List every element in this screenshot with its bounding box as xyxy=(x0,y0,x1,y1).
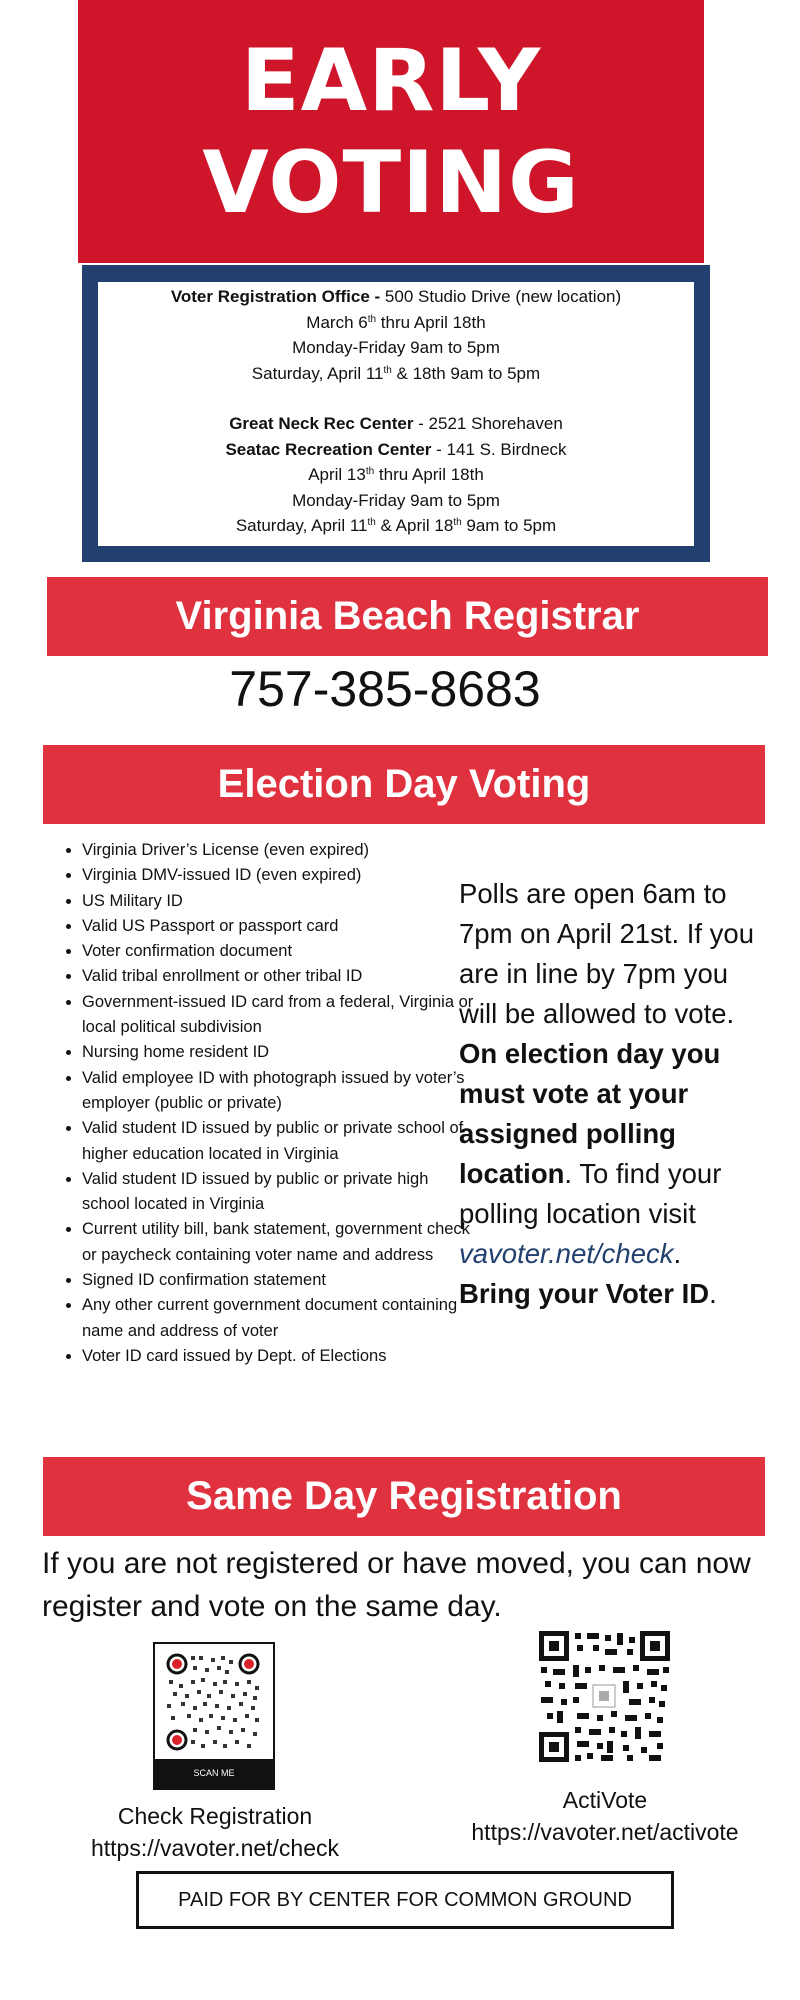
qr-activote-url[interactable]: https://vavoter.net/activote xyxy=(471,1819,739,1845)
office-saturday-a: Saturday, April 11 xyxy=(251,363,384,383)
sites-saturday-c: 9am to 5pm xyxy=(461,516,557,535)
header-line-2: VOTING xyxy=(202,132,580,233)
scan-me-label: SCAN ME xyxy=(155,1759,273,1788)
sites-saturday xyxy=(98,513,694,539)
office-weekday-hours: Monday-Friday 9am to 5pm xyxy=(292,338,500,357)
sites-weekday-hours: Monday-Friday 9am to 5pm xyxy=(292,490,500,510)
registrar-banner xyxy=(47,577,768,656)
registrar-phone[interactable]: 757-385-8683 xyxy=(229,661,541,717)
voter-id-list-item: • Voter confirmation document xyxy=(82,939,474,964)
site2-address: - 141 S. Birdneck xyxy=(431,439,567,459)
office-saturday xyxy=(98,361,694,387)
sites-dates xyxy=(98,462,694,488)
site2-line xyxy=(98,437,694,463)
sites-dates-end: thru April 18th xyxy=(374,465,484,484)
header-line-1: EARLY xyxy=(240,30,542,131)
qr-activote-caption xyxy=(450,1784,760,1848)
office-address: 500 Studio Drive (new location) xyxy=(380,287,622,306)
office-saturday-b: & 18th 9am to 5pm xyxy=(391,363,541,383)
voter-id-list xyxy=(42,838,474,1369)
voter-id-list-item: • Current utility bill, bank statement, government check or paycheck containing voter name and address xyxy=(82,1217,474,1268)
qr-check-title: Check Registration xyxy=(117,1803,313,1829)
site1-address: - 2521 Shorehaven xyxy=(413,414,563,433)
polls-info xyxy=(459,874,759,1314)
office-saturday-sup: th xyxy=(383,364,392,376)
sites-saturday-b: & April 18 xyxy=(375,516,454,535)
qr-check-url[interactable]: https://vavoter.net/check xyxy=(90,1835,340,1861)
sites-dates-start: April 13 xyxy=(308,465,366,484)
office-line xyxy=(98,284,694,310)
voter-id-list-item: • Any other current government document containing name and address of voter xyxy=(82,1293,474,1344)
qr-check-registration-icon[interactable] xyxy=(163,1650,263,1754)
office-dates xyxy=(98,310,694,336)
office-dates-sup: th xyxy=(367,313,377,325)
voter-id-list-item: • Virginia DMV-issued ID (even expired) xyxy=(82,863,474,888)
site2-name: Seatac Recreation Center xyxy=(225,439,432,459)
early-voting-schedule xyxy=(98,282,694,546)
same-day-text: If you are not registered or have moved, you can now register and vote on the same day. xyxy=(42,1547,751,1623)
footer-text: PAID FOR BY CENTER FOR COMMON GROUND xyxy=(178,1888,632,1911)
registrar-title: Virginia Beach Registrar xyxy=(175,594,640,638)
polls-bold-2: Bring your Voter ID xyxy=(459,1278,710,1309)
voter-id-list-item: • Valid student ID issued by public or private high school located in Virginia xyxy=(82,1167,474,1218)
polls-text-4: . xyxy=(709,1278,717,1309)
sites-saturday-sup-b: th xyxy=(453,517,462,528)
qr-activote-title: ActiVote xyxy=(562,1787,648,1813)
early-voting-header xyxy=(78,0,704,263)
qr-check-caption xyxy=(60,1800,370,1864)
site1-name: Great Neck Rec Center xyxy=(229,414,414,433)
sites-saturday-sup-a: th xyxy=(367,517,376,528)
voter-id-list-item: • Valid student ID issued by public or private school of higher education located in Virginia xyxy=(82,1116,474,1167)
same-day-title: Same Day Registration xyxy=(186,1474,622,1518)
paid-for-footer xyxy=(136,1871,674,1929)
voter-id-list-item: • Nursing home resident ID xyxy=(82,1040,474,1065)
same-day-banner xyxy=(43,1457,765,1536)
election-day-banner xyxy=(43,745,765,824)
qr-activote-icon[interactable] xyxy=(539,1631,670,1762)
polls-text-1: Polls are open 6am to 7pm on April 21st. If you are in line by 7pm you will be allowed to vote. xyxy=(459,878,755,1029)
voter-id-list-item: • Valid US Passport or passport card xyxy=(82,914,474,939)
voter-id-list-item: • Virginia Driver’s License (even expired) xyxy=(82,838,474,863)
office-dates-end: thru April 18th xyxy=(376,312,486,332)
polls-bold-1: On election day you must vote at your assigned polling location xyxy=(459,1038,721,1189)
voter-id-list-item: • Government-issued ID card from a federal, Virginia or local political subdivision xyxy=(82,990,474,1041)
polls-check-link[interactable]: vavoter.net/check xyxy=(459,1238,674,1269)
voter-id-list-item: • US Military ID xyxy=(82,889,474,914)
voter-id-list-item: • Valid tribal enrollment or other tribal ID xyxy=(82,964,474,989)
sites-dates-sup: th xyxy=(365,466,375,477)
voter-id-list-item: • Voter ID card issued by Dept. of Elections xyxy=(82,1344,474,1369)
office-name: Voter Registration Office - xyxy=(170,287,381,306)
site1-line xyxy=(98,411,694,437)
sites-saturday-a: Saturday, April 11 xyxy=(235,516,368,535)
voter-id-list-item: • Signed ID confirmation statement xyxy=(82,1268,474,1293)
voter-id-list-item: • Valid employee ID with photograph issued by voter’s employer (public or private) xyxy=(82,1066,474,1117)
election-day-title: Election Day Voting xyxy=(217,762,591,806)
polls-text-2: . To find your polling location visit xyxy=(459,1158,722,1229)
polls-text-3: . xyxy=(673,1238,682,1269)
office-dates-start: March 6 xyxy=(306,312,368,332)
